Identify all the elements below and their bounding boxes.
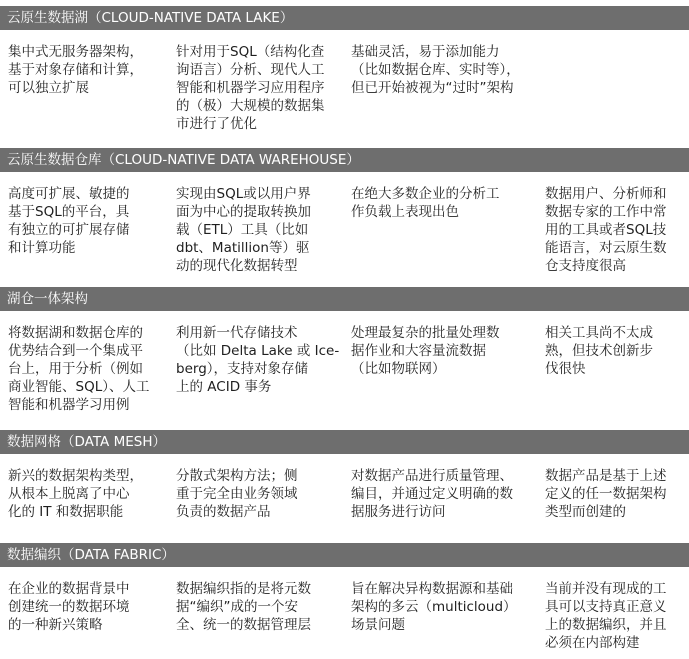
cell-definition: 将数据湖和数据仓库的 优势结合到一个集成平 台上，用于分析（例如 商业智能、SQL）、人工 智能和机器学习用例	[8, 325, 150, 413]
section-header: 湖仓一体架构	[0, 287, 689, 311]
cell-definition: 新兴的数据架构类型， 从根本上脱离了中心 化的 IT 和数据职能	[8, 468, 143, 520]
cell-definition: 高度可扩展、敏捷的 基于SQL的平台，具 有独立的可扩展存储 和计算功能	[8, 186, 130, 256]
section-header: 数据网格（DATA MESH）	[0, 430, 689, 454]
section-header: 数据编织（DATA FABRIC）	[0, 543, 689, 567]
section-header: 云原生数据仓库（CLOUD-NATIVE DATA WAREHOUSE）	[0, 148, 689, 172]
cell-notes: 当前并没有现成的工 具可以支持真正意义 上的数据编织，并且 必须在内部构建	[545, 581, 667, 651]
cell-strengths: 对数据产品进行质量管理、 编目，并通过定义明确的数 据服务进行访问	[351, 468, 513, 520]
section-header: 云原生数据湖（CLOUD-NATIVE DATA LAKE）	[0, 6, 689, 30]
cell-features: 利用新一代存储技术 （比如 Delta Lake 或 Ice- berg），支持对象存储 上的 ACID 事务	[176, 325, 340, 395]
cell-notes: 数据产品是基于上述 定义的任一数据架构 类型而创建的	[545, 468, 667, 520]
cell-strengths: 处理最复杂的批量处理数 据作业和大容量流数据 （比如物联网）	[351, 325, 500, 377]
cell-notes: 数据用户、分析师和 数据专家的工作中常 用的工具或者SQL技 能语言，对云原生数 仓支持度很高	[545, 186, 667, 274]
cell-strengths: 在绝大多数企业的分析工 作负载上表现出色	[351, 186, 500, 220]
cell-features: 数据编织指的是将元数 据“编织”成的一个安 全、统一的数据管理层	[176, 581, 311, 633]
cell-features: 实现由SQL或以用户界 面为中心的提取转换加 载（ETL）工具（比如 dbt、Matillion等）驱 动的现代化数据转型	[176, 186, 311, 274]
cell-definition: 集中式无服务器架构， 基于对象存储和计算， 可以独立扩展	[8, 44, 143, 96]
cell-notes: 相关工具尚不太成 熟，但技术创新步 伐很快	[545, 325, 653, 377]
cell-features: 分散式架构方法；侧 重于完全由业务领域 负责的数据产品	[176, 468, 298, 520]
cell-features: 针对用于SQL（结构化查 询语言）分析、现代人工 智能和机器学习应用程序 的（极）大规模的数据集 市进行了优化	[176, 44, 325, 132]
cell-strengths: 旨在解决异构数据源和基础 架构的多云（multicloud） 场景问题	[351, 581, 517, 633]
cell-definition: 在企业的数据背景中 创建统一的数据环境 的一种新兴策略	[8, 581, 130, 633]
cell-strengths: 基础灵活，易于添加能力 （比如数据仓库、实时等）， 但已开始被视为“过时”架构	[351, 44, 520, 96]
